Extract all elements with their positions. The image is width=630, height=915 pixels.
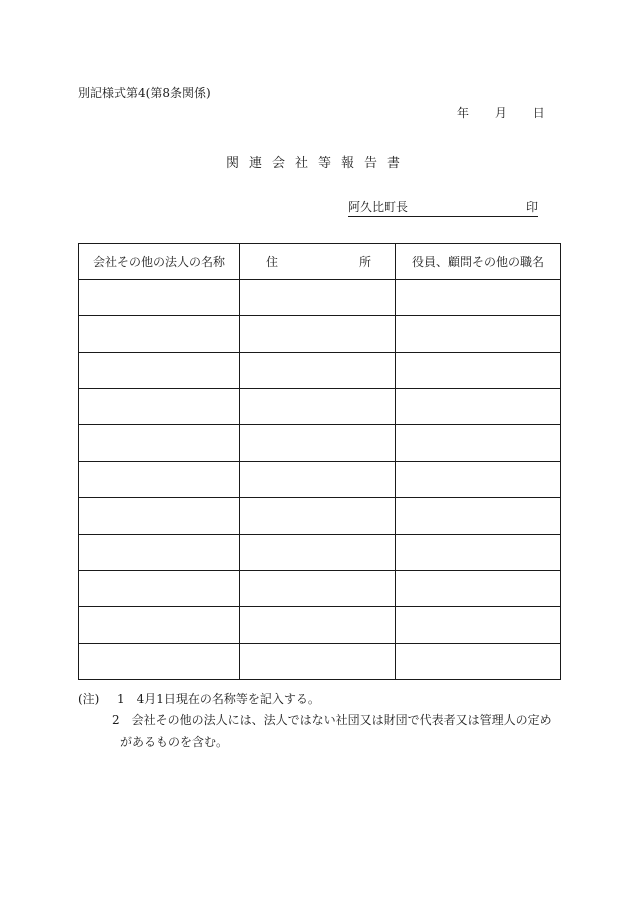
cell-address[interactable]	[240, 534, 396, 570]
cell-address[interactable]	[240, 461, 396, 497]
seal-mark: 印	[525, 200, 538, 214]
cell-address[interactable]	[240, 643, 396, 679]
cell-position[interactable]	[396, 570, 561, 606]
table-row	[79, 352, 561, 388]
cell-address[interactable]	[240, 498, 396, 534]
note-1-text: 1 4月1日現在の名称等を記入する。	[117, 692, 320, 706]
cell-address[interactable]	[240, 389, 396, 425]
cell-company-name[interactable]	[79, 316, 240, 352]
cell-address[interactable]	[240, 280, 396, 316]
cell-address[interactable]	[240, 425, 396, 461]
cell-address[interactable]	[240, 352, 396, 388]
cell-position[interactable]	[396, 534, 561, 570]
cell-position[interactable]	[396, 389, 561, 425]
table-row	[79, 570, 561, 606]
header-company-name: 会社その他の法人の名称	[79, 244, 240, 280]
table-row	[79, 316, 561, 352]
table-row	[79, 534, 561, 570]
document-title: 関連会社等報告書	[226, 156, 411, 171]
cell-position[interactable]	[396, 607, 561, 643]
note-1	[78, 690, 320, 707]
cell-company-name[interactable]	[79, 570, 240, 606]
date-month: 月	[494, 106, 507, 120]
header-position: 役員、顧問その他の職名	[396, 244, 561, 280]
table-row	[79, 389, 561, 425]
cell-position[interactable]	[396, 643, 561, 679]
cell-company-name[interactable]	[79, 425, 240, 461]
header-address-part2: 所	[358, 255, 371, 269]
cell-address[interactable]	[240, 607, 396, 643]
note-2-line-2: があるものを含む。	[120, 735, 229, 749]
cell-company-name[interactable]	[79, 280, 240, 316]
note-marker: (注)	[78, 692, 100, 706]
addressee-line	[348, 198, 538, 217]
table-row	[79, 498, 561, 534]
addressee-name: 阿久比町長	[348, 200, 409, 214]
cell-address[interactable]	[240, 570, 396, 606]
table-row	[79, 643, 561, 679]
cell-position[interactable]	[396, 498, 561, 534]
table-row	[79, 461, 561, 497]
cell-company-name[interactable]	[79, 389, 240, 425]
table-row	[79, 425, 561, 461]
cell-position[interactable]	[396, 425, 561, 461]
table-header-row	[79, 244, 561, 280]
cell-company-name[interactable]	[79, 534, 240, 570]
report-table	[78, 243, 561, 680]
cell-address[interactable]	[240, 316, 396, 352]
note-2-line-1: 2 会社その他の法人には、法人ではない社団又は財団で代表者又は管理人の定め	[112, 713, 552, 727]
cell-company-name[interactable]	[79, 352, 240, 388]
header-address-part1: 住	[266, 255, 279, 269]
header-address	[240, 244, 396, 280]
date-year: 年	[457, 106, 470, 120]
cell-position[interactable]	[396, 461, 561, 497]
cell-company-name[interactable]	[79, 643, 240, 679]
cell-company-name[interactable]	[79, 607, 240, 643]
table-body	[79, 280, 561, 680]
cell-position[interactable]	[396, 316, 561, 352]
date-day: 日	[532, 106, 545, 120]
cell-position[interactable]	[396, 280, 561, 316]
cell-position[interactable]	[396, 352, 561, 388]
cell-company-name[interactable]	[79, 461, 240, 497]
cell-company-name[interactable]	[79, 498, 240, 534]
table-row	[79, 607, 561, 643]
form-label: 別記様式第4(第8条関係)	[78, 86, 211, 100]
date-line	[457, 104, 545, 121]
table-row	[79, 280, 561, 316]
